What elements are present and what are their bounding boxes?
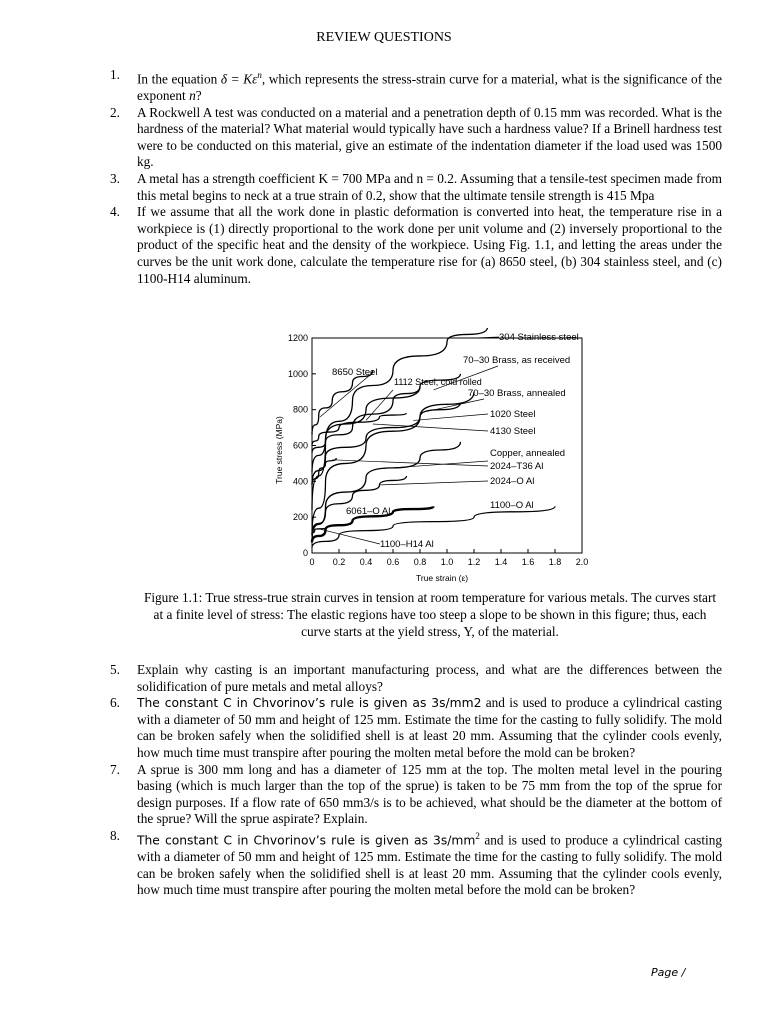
question-number: 2. bbox=[110, 104, 120, 120]
x-tick-label: 0.8 bbox=[413, 557, 427, 567]
legend-label: 8650 Steel bbox=[332, 367, 378, 378]
question-text: In the equation bbox=[137, 71, 218, 87]
variable: n bbox=[189, 88, 196, 104]
legend-label: 1112 Steel, cold rolled bbox=[394, 377, 482, 387]
legend-label: 70–30 Brass, annealed bbox=[468, 388, 566, 399]
y-tick-label: 200 bbox=[292, 512, 308, 523]
x-tick-label: 1.8 bbox=[548, 557, 562, 567]
equation: δ = Kε bbox=[220, 71, 258, 87]
legend-label: 2024–O Al bbox=[490, 476, 535, 487]
leader-line bbox=[320, 375, 370, 417]
question-number: 4. bbox=[110, 204, 120, 220]
x-tick-label: 1.0 bbox=[440, 557, 454, 567]
question-2 bbox=[110, 105, 722, 171]
question-5 bbox=[110, 662, 722, 695]
question-text: If we assume that all the work done in plastic deformation is converted into heat, the temperature rise in a workpiece is (1) directly proportional to the work done per unit volume and (2) inversely proportional to the product of the specific heat and the density of the workpiece. Using Fig. 1.1, and letting the areas under the curves be the unit work done, calculate the temperature rise for (a) 8650 steel, (b) 304 stainless steel, and (c) 1100-H14 aluminum. bbox=[137, 204, 722, 286]
question-8 bbox=[110, 828, 722, 899]
question-1: 1. In the equation $\delta = K\varepsilon^n$, which represents the stress-strain curve for a material, what is the significance of the exponent n? bbox=[110, 67, 722, 104]
x-tick-label: 2.0 bbox=[575, 557, 589, 567]
y-tick-label: 0 bbox=[302, 548, 308, 558]
question-lead: The constant C in Chvorinov’s rule is given as 3s/mm bbox=[137, 833, 476, 848]
leader-line bbox=[380, 481, 489, 485]
y-tick-label: 1200 bbox=[287, 333, 308, 343]
y-tick-label: 1000 bbox=[287, 368, 308, 379]
question-number: 7. bbox=[110, 761, 120, 777]
series-line bbox=[312, 442, 461, 542]
legend-label: Copper, annealed bbox=[490, 448, 566, 459]
question-text: and is used to produce a cylindrical casting with a diameter of 50 mm and height of 125 mm. Estimate the time for the casting to fully solidify. The mold can be broken safely when the solidified shell is at least 20 mm. Assuming that the cylinder cools evenly, how much time must transpire after pouring the molten metal before the mold can be broken? bbox=[137, 832, 722, 898]
figure-caption: Figure 1.1: True stress-true strain curves in tension at room temperature for various metals. The curves start at a finite level of stress: The elastic regions have too steep a slope to be shown in this figure; thus, each curve starts at the yield stress, Y, of the material. bbox=[143, 590, 717, 639]
x-tick-label: 1.4 bbox=[494, 557, 508, 567]
question-text: and is used to produce a cylindrical casting with a diameter of 50 mm and height of 125 mm. Estimate the time for the casting to fully solidify. The mold can be broken safely when the solidified shell is at least 20 mm. Assuming that the cylinder cools evenly, how much time must transpire after pouring the molten metal before the mold can be broken? bbox=[137, 695, 722, 760]
legend-label: 2024–T36 Al bbox=[490, 461, 544, 472]
question-7 bbox=[110, 762, 722, 828]
x-tick-label: 0.4 bbox=[359, 557, 373, 567]
page-title: REVIEW QUESTIONS bbox=[316, 30, 452, 45]
y-axis-label: True stress (MPa) bbox=[274, 416, 284, 484]
question-number: 5. bbox=[110, 662, 120, 677]
stress-strain-chart bbox=[270, 328, 590, 584]
y-tick-label: 800 bbox=[292, 404, 308, 415]
legend-label: 1100–H14 Al bbox=[380, 539, 434, 550]
y-tick-label: 600 bbox=[292, 440, 308, 451]
question-text: A Rockwell A test was conducted on a material and a penetration depth of 0.15 mm was recorded. What is the hardness of the material? What material would typically have such a hardness value? If a Brinell hardness test were to be conducted on this material, give an estimate of the indentation diameter if the load used was 1500 kg. bbox=[137, 104, 722, 170]
leader-line bbox=[366, 390, 393, 420]
question-3 bbox=[110, 171, 722, 204]
page-footer: Page / bbox=[651, 966, 686, 979]
y-tick-label: 400 bbox=[292, 476, 308, 487]
question-6 bbox=[110, 695, 722, 761]
x-tick-label: 0.2 bbox=[332, 557, 346, 567]
question-text: A metal has a strength coefficient K = 700 MPa and n = 0.2. Assuming that a tensile-test specimen made from this metal begins to neck at a true strain of 0.2, show that the ultimate tensile strength is 415 Mpa bbox=[137, 170, 722, 203]
question-text: Explain why casting is an important manufacturing process, and what are the differences between the solidification of pure metals and metal alloys? bbox=[137, 662, 722, 694]
legend-label: 1020 Steel bbox=[490, 409, 536, 420]
series-line bbox=[312, 328, 488, 510]
question-text: A sprue is 300 mm long and has a diameter of 125 mm at the top. The molten metal level in the pouring basing (which is much larger than the top of the sprue) is taken to be 75 mm from the top of the sprue for design purposes. If a flow rate of 650 mm3/s is to be achieved, what should be the diameter at the bottom of the sprue? Will the sprue aspirate? Explain. bbox=[137, 761, 722, 827]
question-text: , which represents the stress-strain curve for a material, what is the significance of the exponent bbox=[137, 71, 722, 104]
question-4 bbox=[110, 204, 722, 287]
stress-strain-figure bbox=[270, 328, 590, 584]
question-list-bottom bbox=[110, 662, 722, 899]
equation-exponent: n bbox=[257, 70, 262, 80]
question-lead-superscript: 2 bbox=[475, 830, 480, 841]
question-number: 1. bbox=[110, 67, 120, 82]
x-tick-label: 0.6 bbox=[386, 557, 400, 567]
leader-line bbox=[413, 414, 488, 420]
x-tick-label: 1.6 bbox=[521, 557, 535, 567]
question-number: 8. bbox=[110, 827, 120, 843]
x-tick-label: 0 bbox=[309, 557, 315, 567]
x-tick-label: 1.2 bbox=[467, 557, 481, 567]
legend-label: 4130 Steel bbox=[490, 426, 536, 437]
series-line bbox=[312, 374, 461, 473]
legend-label: 1100–O Al bbox=[490, 500, 534, 511]
question-lead: The constant C in Chvorinov’s rule is given as 3s/mm2 bbox=[137, 696, 482, 711]
legend-label: 304 Stainless steel bbox=[499, 332, 579, 343]
question-number: 6. bbox=[110, 695, 120, 711]
legend-label: 70–30 Brass, as received bbox=[463, 355, 571, 366]
legend-label: 6061–O Al bbox=[346, 506, 391, 517]
question-number: 3. bbox=[110, 170, 120, 186]
question-list-top bbox=[110, 67, 722, 287]
x-axis-label: True strain (ε) bbox=[416, 573, 469, 583]
